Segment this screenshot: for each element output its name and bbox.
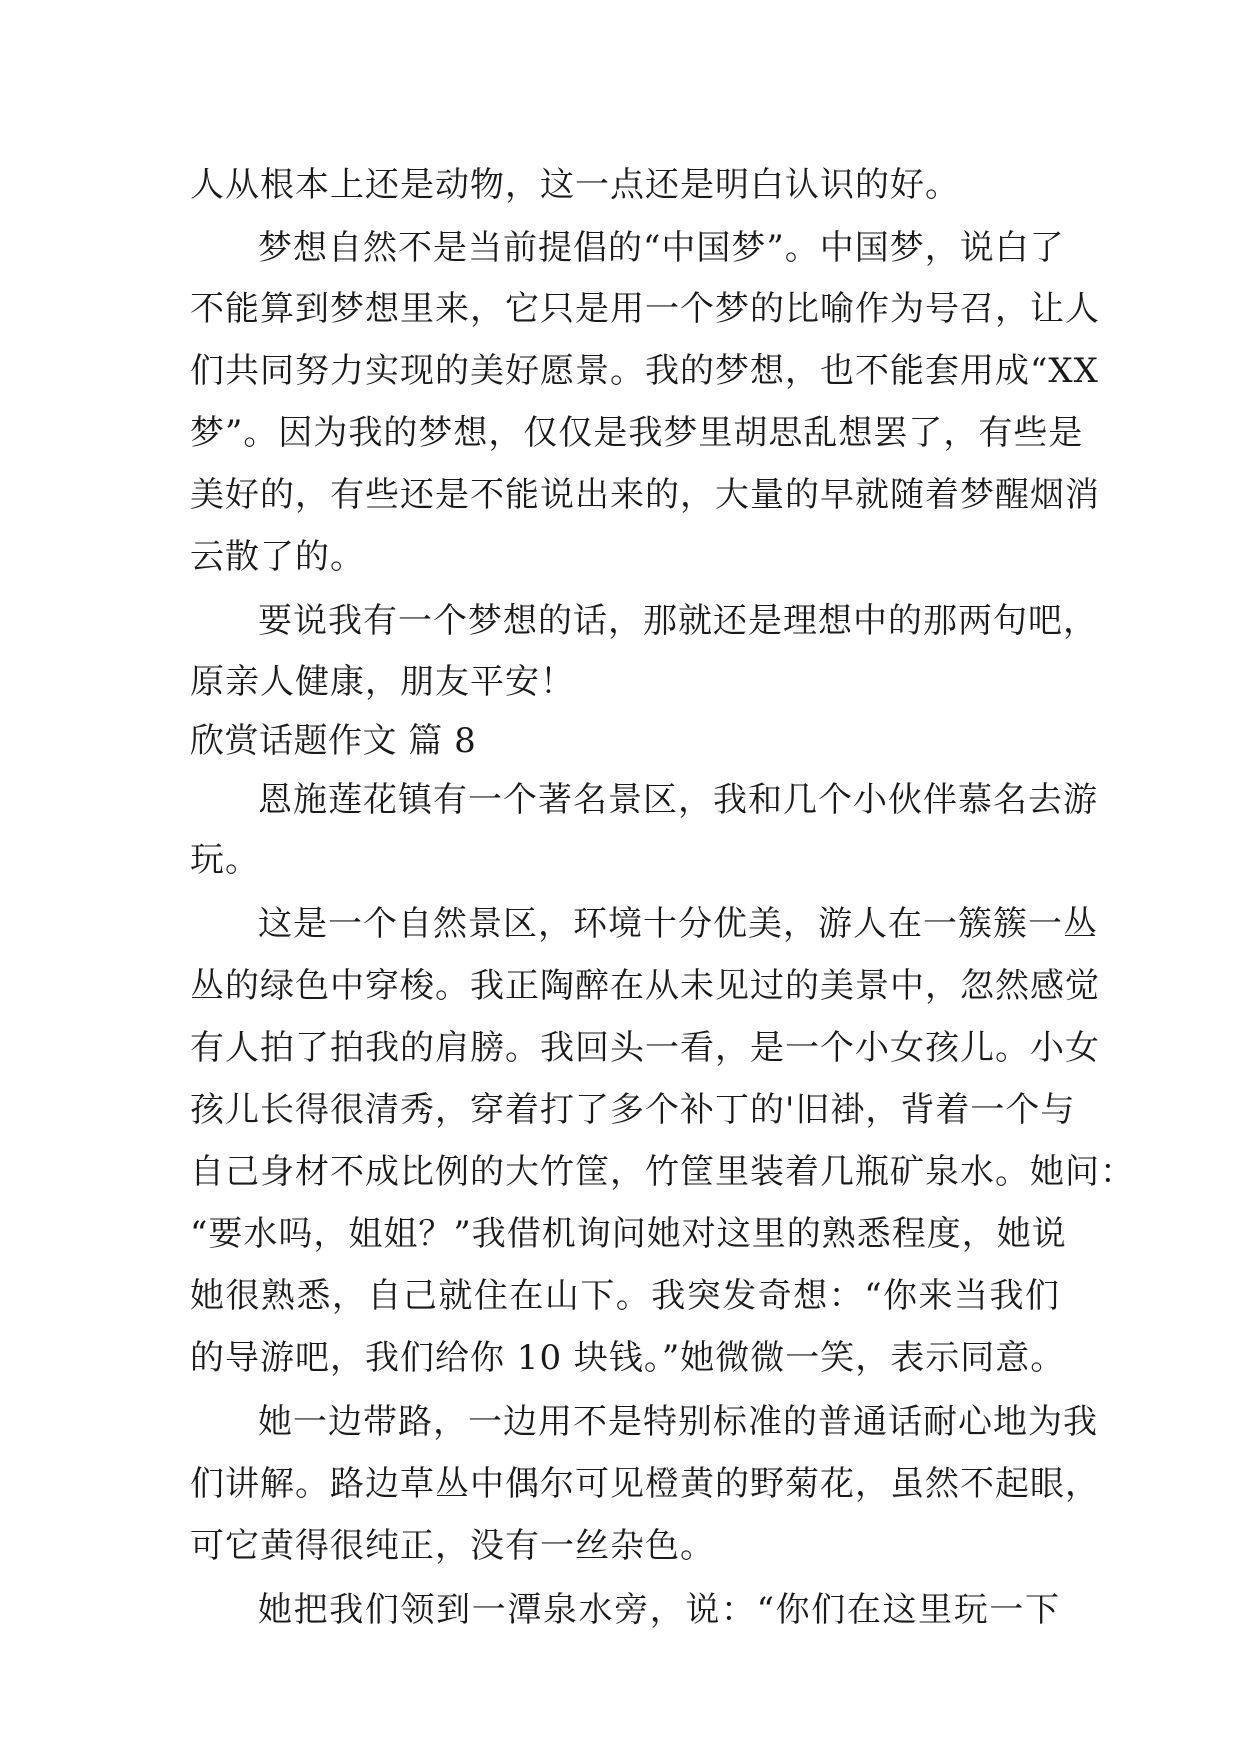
text-line: 她很熟悉，自己就住在山下。我突发奇想：“你来当我们 <box>190 1276 1060 1316</box>
paragraph-first-line: 恩施莲花镇有一个著名景区，我和几个小伙伴慕名去游 <box>258 780 1098 820</box>
section-heading: 欣赏话题作文 篇 8 <box>190 721 477 761</box>
text-line: 可它黄得很纯正，没有一丝杂色。 <box>190 1526 715 1566</box>
text-line: 人从根本上还是动物，这一点还是明白认识的好。 <box>190 165 960 205</box>
text-line: 梦”。因为我的梦想，仅仅是我梦里胡思乱想罢了，有些是 <box>190 413 1084 453</box>
text-line: “要水吗，姐姐？”我借机询问她对这里的熟悉程度，她说 <box>190 1214 1067 1254</box>
paragraph-first-line: 这是一个自然景区，环境十分优美，游人在一簇簇一丛 <box>258 904 1098 944</box>
paragraph-first-line: 她一边带路，一边用不是特别标准的普通话耐心地为我 <box>258 1402 1098 1442</box>
text-line: 们共同努力实现的美好愿景。我的梦想，也不能套用成“XX <box>190 351 1099 391</box>
text-line: 美好的，有些还是不能说出来的，大量的早就随着梦醒烟消 <box>190 475 1100 515</box>
text-line: 丛的绿色中穿梭。我正陶醉在从未见过的美景中，忽然感觉 <box>190 966 1100 1006</box>
paragraph-first-line: 要说我有一个梦想的话，那就还是理想中的那两句吧， <box>258 601 1098 641</box>
text-line: 不能算到梦想里来，它只是用一个梦的比喻作为号召，让人 <box>190 289 1100 329</box>
text-line: 们讲解。路边草丛中偶尔可见橙黄的野菊花，虽然不起眼， <box>190 1464 1100 1504</box>
text-line: 的导游吧，我们给你 10 块钱。”她微微一笑，表示同意。 <box>190 1338 1066 1378</box>
text-line: 玩。 <box>190 840 260 880</box>
text-line: 自己身材不成比例的大竹筐，竹筐里装着几瓶矿泉水。她问： <box>190 1152 1135 1192</box>
text-line: 原亲人健康，朋友平安！ <box>190 662 575 702</box>
text-line: 孩儿长得很清秀，穿着打了多个补丁的'旧褂，背着一个与 <box>190 1090 1076 1130</box>
text-line: 云散了的。 <box>190 537 365 577</box>
paragraph-first-line: 她把我们领到一潭泉水旁，说：“你们在这里玩一下 <box>258 1590 1060 1630</box>
paragraph-first-line: 梦想自然不是当前提倡的“中国梦”。中国梦，说白了 <box>258 228 1065 268</box>
text-line: 有人拍了拍我的肩膀。我回头一看，是一个小女孩儿。小女 <box>190 1028 1100 1068</box>
